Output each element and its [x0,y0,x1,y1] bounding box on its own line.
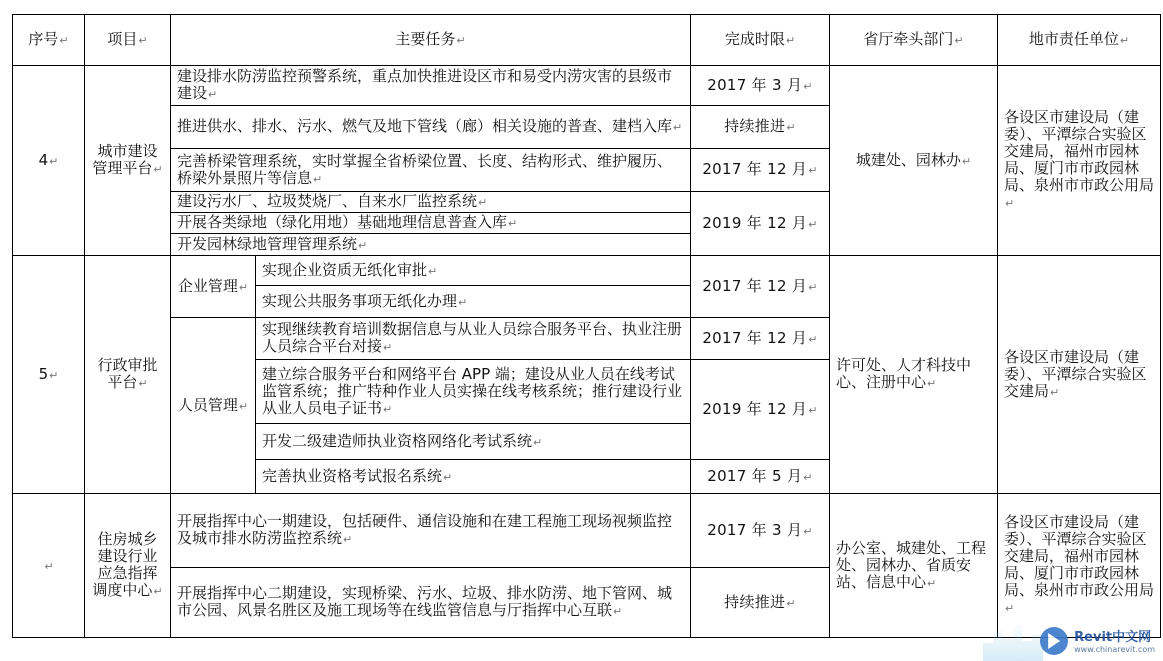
revit-logo-icon [1040,627,1068,655]
row5-deadline-4: 2017 年 5 月↵ [691,460,830,494]
header-project: 项目↵ [85,15,171,66]
row4-no: 4↵ [13,66,85,256]
row5-deadline-1: 2017 年 12 月↵ [691,256,830,318]
row4-task-4: 建设污水厂、垃圾焚烧厂、自来水厂监控系统↵ [171,192,691,213]
row4-local-unit: 各设区市建设局（建委）、平潭综合实验区交建局，福州市园林局、厦门市市政园林局、泉州市市政公用局↵ [998,66,1161,256]
watermark-text [1074,631,1155,655]
row6-deadline-1: 2017 年 3 月↵ [691,494,830,568]
row5-project: 行政审批平台↵ [85,256,171,494]
row4-task-6: 开发园林绿地管理管理系统↵ [171,234,691,256]
task-table [12,14,1161,638]
row4-task-3: 完善桥梁管理系统，实时掌握全省桥梁位置、长度、结构形式、维护履历、桥梁外景照片等信息↵ [171,149,691,192]
row4-deadline-4: 2019 年 12 月↵ [691,192,830,256]
row6-deadline-2: 持续推进↵ [691,568,830,638]
row5-no: 5↵ [13,256,85,494]
header-row [13,15,1161,66]
row4-task-5: 开展各类绿地（绿化用地）基础地理信息普查入库↵ [171,213,691,234]
row5-deadline-3: 2019 年 12 月↵ [691,360,830,460]
row4-task-2: 推进供水、排水、污水、燃气及地下管线（廊）相关设施的普查、建档入库↵ [171,106,691,149]
table-row [13,256,1161,286]
row4-deadline-3: 2017 年 12 月↵ [691,149,830,192]
table-row [13,494,1161,568]
row4-project: 城市建设管理平台↵ [85,66,171,256]
row5-local-unit: 各设区市建设局（建委）、平潭综合实验区交建局↵ [998,256,1161,494]
row6-project: 住房城乡建设行业应急指挥调度中心↵ [85,494,171,638]
row5-task-5: 开发二级建造师执业资格网络化考试系统↵ [256,424,691,460]
row5-task-6: 完善执业资格考试报名系统↵ [256,460,691,494]
row5-sub-enterprise: 企业管理↵ [171,256,256,318]
table-row [13,66,1161,106]
row6-no: ↵ [13,494,85,638]
row5-lead-dept: 许可处、人才科技中心、注册中心↵ [830,256,998,494]
row5-task-3: 实现继续教育培训数据信息与从业人员综合服务平台、执业注册人员综合平台对接↵ [256,318,691,360]
row4-lead-dept: 城建处、园林办↵ [830,66,998,256]
row6-lead-dept: 办公室、城建处、工程处、园林办、省质安站、信息中心↵ [830,494,998,638]
row6-task-2: 开展指挥中心二期建设，实现桥梁、污水、垃圾、排水防涝、地下管网、城市公园、风景名胜区及施工现场等在线监管信息与厅指挥中心互联↵ [171,568,691,638]
row4-deadline-2: 持续推进↵ [691,106,830,149]
header-no: 序号↵ [13,15,85,66]
row5-task-1: 实现企业资质无纸化审批↵ [256,256,691,286]
row6-local-unit: 各设区市建设局（建委）、平潭综合实验区交建局，福州市园林局、厦门市市政园林局、泉州市市政公用局↵ [998,494,1161,638]
row4-task-1: 建设排水防涝监控预警系统，重点加快推进设区市和易受内涝灾害的县级市建设↵ [171,66,691,106]
row5-task-4: 建立综合服务平台和网络平台 APP 端；建设从业人员在线考试监管系统；推广特种作业人员实操在线考核系统；推行建设行业从业人员电子证书↵ [256,360,691,424]
header-local-unit: 地市责任单位↵ [998,15,1161,66]
row5-sub-personnel: 人员管理↵ [171,318,256,494]
header-lead-dept: 省厅牵头部门↵ [830,15,998,66]
header-deadline: 完成时限↵ [691,15,830,66]
header-tasks: 主要任务↵ [171,15,691,66]
watermark [1040,627,1155,655]
watermark-brand: Revit中文网 [1074,630,1152,645]
row4-deadline-1: 2017 年 3 月↵ [691,66,830,106]
row5-deadline-2: 2017 年 12 月↵ [691,318,830,360]
watermark-url: www.chinarevit.com [1074,645,1155,654]
row6-task-1: 开展指挥中心一期建设，包括硬件、通信设施和在建工程施工现场视频监控及城市排水防涝监控系统↵ [171,494,691,568]
row5-task-2: 实现公共服务事项无纸化办理↵ [256,286,691,318]
